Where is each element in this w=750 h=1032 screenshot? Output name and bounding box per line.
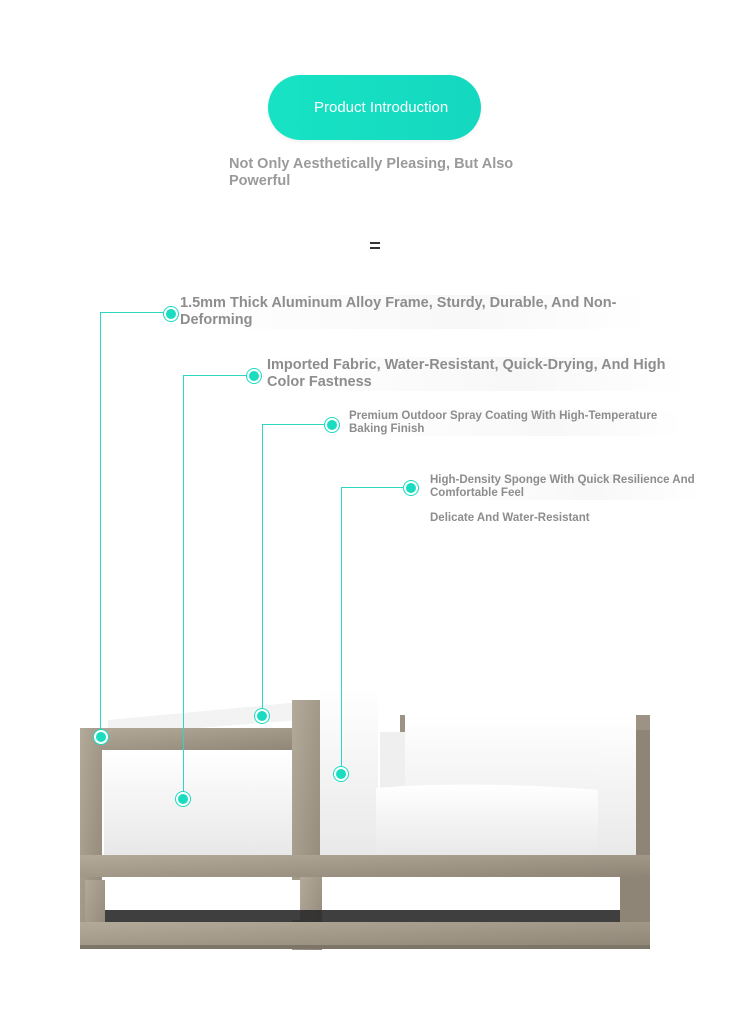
section-subtitle: Not Only Aesthetically Pleasing, But Also Powerful [229,156,514,189]
callout-dot-icon [325,418,339,432]
hotspot-frame-icon[interactable] [94,730,108,744]
product-introduction-label: Product Introduction [314,99,449,116]
divider-icon [370,242,380,249]
feature-fabric-label: Imported Fabric, Water-Resistant, Quick-Drying, And High Color Fastness [267,357,687,391]
feature-coating-label: Premium Outdoor Spray Coating With High-Temperature Baking Finish [349,410,684,436]
feature-sponge-label: High-Density Sponge With Quick Resilience And Comfortable Feel [430,474,700,500]
connector-line-4v [341,487,342,773]
sofa-chair-image [0,640,750,970]
connector-line-1h [100,312,170,313]
callout-dot-icon [404,481,418,495]
callout-dot-icon [164,307,178,321]
feature-water-resistant-label: Delicate And Water-Resistant [430,512,590,524]
hotspot-coating-icon[interactable] [255,709,269,723]
connector-line-3v [262,424,263,715]
connector-line-2h [183,375,253,376]
hotspot-sponge-icon[interactable] [334,767,348,781]
connector-line-4h [341,487,411,488]
feature-frame-label: 1.5mm Thick Aluminum Alloy Frame, Sturdy, Durable, And Non-Deforming [180,295,650,329]
hotspot-fabric-icon[interactable] [176,792,190,806]
connector-line-1v [100,312,101,736]
connector-line-3h [262,424,332,425]
callout-dot-icon [247,369,261,383]
product-introduction-button[interactable] [268,75,481,140]
connector-line-2v [183,375,184,798]
